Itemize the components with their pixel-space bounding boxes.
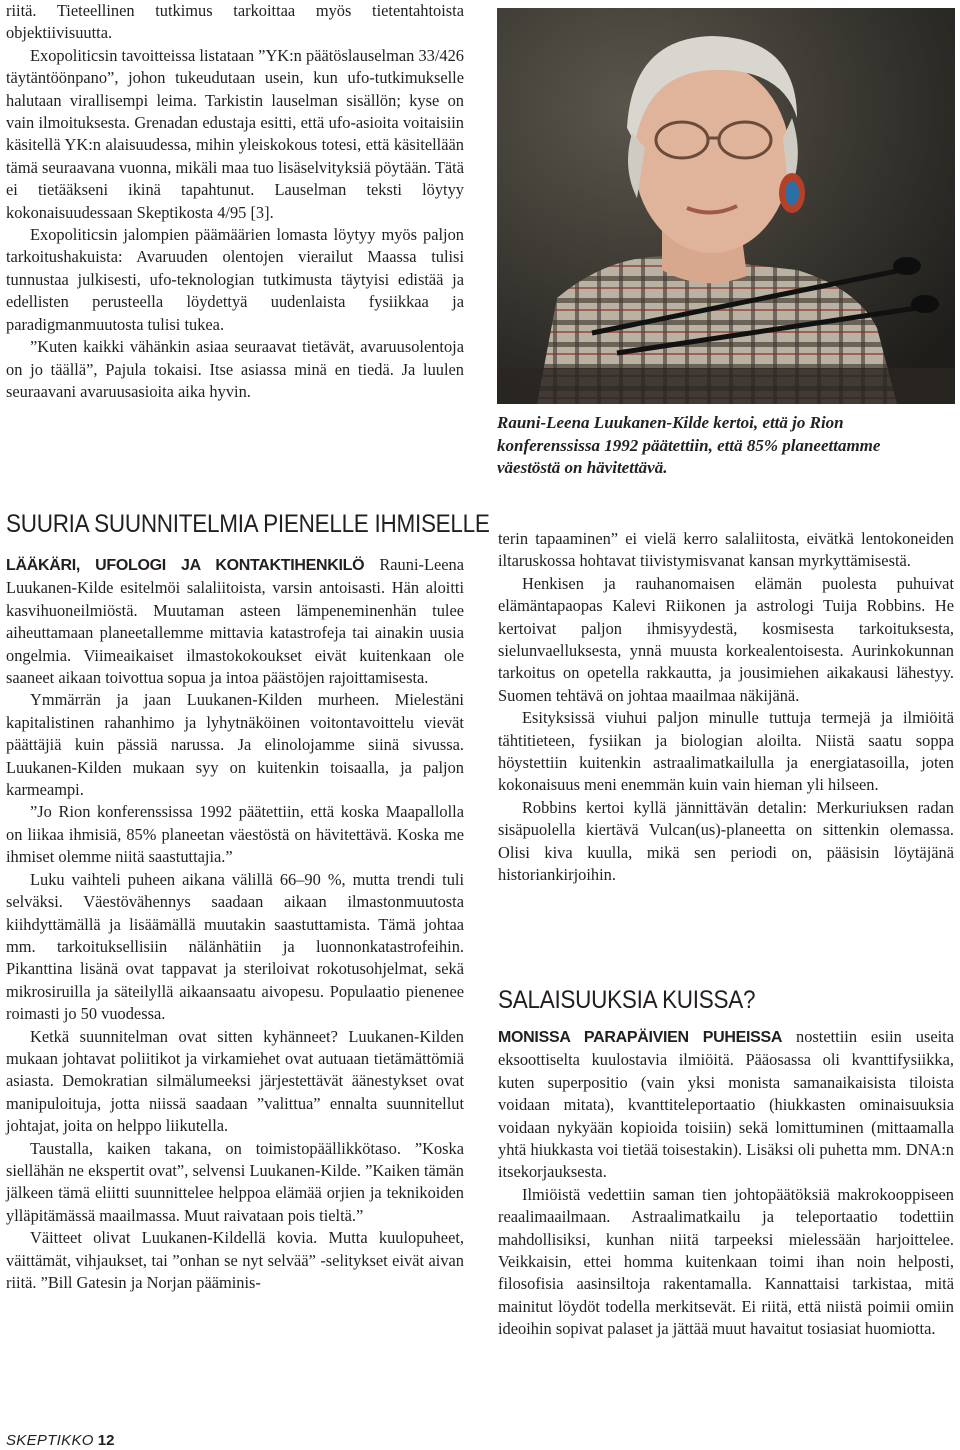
paragraph: Esityksissä viuhui paljon minulle tuttuja termejä ja ilmiöitä tähtitieteen, fysiikan ja biologian aloilta. Niistä saatu soppa höystettiin kuitenkin astraalimatkailulla ja energiatasoilla, joten kokonaisuus meni enemmän kuin vain hieman yli hilseen. — [498, 708, 954, 795]
paragraph: Exopoliticsin jalompien päämäärien lomasta löytyy myös paljon tarkoitushakuista: Avaruuden olentojen vierailut Maassa tulisi tunnustaa julkisesti, ufo-teknologian tutkimusta täytyisi edistää ja edellisten perusteella löydettyä uudenlaista fysiikkaa ja paradigmanmuutosta tulisi tukea. — [6, 225, 464, 334]
photo-caption: Rauni-Leena Luukanen-Kilde kertoi, että jo Rion konferenssissa 1992 päätettiin, että 85% planeettamme väestöstä on hävitettävä. — [497, 413, 881, 477]
paragraph: Ymmärrän ja jaan Luukanen-Kilden murheen. Mielestäni kapitalistinen rahanhimo ja lyhytnäköinen voitontavoittelu vievät päättäjiä kuin pässiä narussa. Ja elinolojamme siinä sivussa. Luukanen-Kilden mukaan syy on kuitenkin toisaalla, ja paljon karmeampi. — [6, 690, 464, 800]
article-column-bottom-right — [498, 528, 954, 887]
page-footer — [6, 1432, 114, 1449]
speaker-photo — [497, 8, 955, 404]
speaker-photo-illustration — [497, 8, 955, 404]
paragraph: Ilmiöistä vedettiin saman tien johtopäätöksiä makrokooppiseen reaalimaailmaan. Astraalimatkailu ja teleportaatio todettiin mahdollisiksi, kunhan niitä tarpeeksi mielessään harjoittelee. Veikkaisin, ettei homma kuitenkaan toimi ihan noin helposti, filosofisia aasinsiltoja rakentamalla. Kannattaisi tarkistaa, mitä mainitut löydöt todella merkitsevät. Ei riitä, että niistä poimii omiin ideoihin sopivat palaset ja jättää muut havaitut tosiasiat huomiotta. — [498, 1184, 954, 1339]
lead-caps: LÄÄKÄRI, UFOLOGI JA KONTAKTIHENKILÖ — [6, 557, 365, 574]
lead-text: nostettiin esiin useita eksoottiselta kuulostavia ilmiöitä. Pääosassa oli kvanttifysiikka, kuten superpositio (vain yksi monista samanaikaisista tiloista voidaan mitata), kvanttiteleportaatio (hiukkasten ominaisuuksia voidaan nykyään kopioida toisiin) sekä lomittuminen (mittaamalla yhtä hiukkasta voi tietää toisestakin). Lisäksi oli puhetta mm. DNA:n itsekorjauksesta. — [498, 1027, 954, 1182]
article-column-top-left — [6, 0, 464, 403]
lead-paragraph — [498, 1026, 954, 1184]
lead-caps: MONISSA PARAPÄIVIEN PUHEISSA — [498, 1029, 783, 1046]
paragraph: ”Jo Rion konferenssissa 1992 päätettiin, että koska Maapallolla on liikaa ihmisiä, 85% planeetan väestöstä on hävitettävä. Koska me ihmiset olemme niitä saastuttajia.” — [6, 802, 464, 867]
paragraph: Taustalla, kaiken takana, on toimistopäällikkötaso. ”Koska siellähän ne ekspertit ovat”, selvensi Luukanen-Kilde. ”Kaiken tämän jälkeen tämä eliitti suunnittelee helppoa elämää orjien ja teknikoiden ylläpitämässä maailmassa. Muut raivataan pois tieltä.” — [6, 1138, 464, 1225]
paragraph: Ketkä suunnitelman ovat sitten kyhänneet? Luukanen-Kilden mukaan johtavat poliitikot ja virkamiehet ovat autuaan tietämättömiä asiasta. Demokratian silmälumeeksi järjestettävät äänestykset ovat manipuloituja, jotta niissä saadaan ”valittua” ennalta suunnitellut johtajat, joita on helppo liikutella. — [6, 1026, 464, 1136]
lead-paragraph — [6, 554, 464, 689]
magazine-name: SKEPTIKKO — [6, 1432, 94, 1449]
paragraph: Luku vaihteli puheen aikana välillä 66–90 %, mutta trendi tuli selväksi. Väestövähennys saadaan aikaan ilmastonmuutosta kiihdyttämällä ja lisäämällä muutakin saastuttamista. Tämä johtaa mm. tarkoituksellisiin nälänhätiin ja luonnonkatastrofeihin. Pikanttina lisänä ovat tappavat ja steriloivat rokotusohjelmat, sekä mikrosiruilla ja säteilyllä aikaansaatu aivopesu. Populaatio pienenee roimasti jo 50 vuodessa. — [6, 869, 464, 1024]
section-heading: SUURIA SUUNNITELMIA PIENELLE IHMISELLE — [6, 510, 490, 538]
paragraph: Väitteet olivat Luukanen-Kildellä kovia. Mutta kuulopuheet, väittämät, vihjaukset, tai ”onhan se nyt selvää” -selitykset eivät aivan riitä. ”Bill Gatesin ja Norjan pääminis- — [6, 1228, 464, 1292]
paragraph: riitä. Tieteellinen tutkimus tarkoittaa myös tietentahtoista objektiivisuutta. — [6, 1, 464, 43]
section-heading: SALAISUUKSIA KUISSA? — [498, 986, 756, 1014]
lead-text: Rauni-Leena Luukanen-Kilde esitelmöi salaliitoista, varsin antoisasti. Hän aloitti kasvihuoneilmiöstä. Muutaman asteen lämpeneminenhän tulee aiheuttamaan planeetallemme mittavia katastrofeja tai ainakin uusia ongelmia. Viimeaikaiset ilmastokokoukset eivät kuitenkaan ole saaneet aikaan toivottua sopua ja intoa päästöjen rajoittamisesta. — [6, 555, 464, 688]
article-column-bottom-left — [6, 554, 464, 1294]
paragraph: ”Kuten kaikki vähänkin asiaa seuraavat tietävät, avaruusolentoja on jo täällä”, Pajula tokaisi. Itse asiassa minä en tiedä. Ja luulen seuraavani avaruusasioita aika hyvin. — [6, 337, 464, 401]
paragraph: Henkisen ja rauhanomaisen elämän puolesta puhuivat elämäntapaopas Kalevi Riikonen ja astrologi Tuija Robbins. He kertoivat paljon ihmisyydestä, kosmisesta tarkoituksesta, sielunvaelluksesta, ynnä muusta korkealentoisesta. Aurinkokunnan tarkoitus on opetella rakkautta, ja jousimiehen aikakausi lähestyy. Suomen tehtävä on johtaa maailmaa näkijänä. — [498, 573, 954, 705]
page-number: 12 — [97, 1432, 115, 1449]
paragraph: terin tapaaminen” ei vielä kerro salaliitosta, eivätkä lentokoneiden iltaruskossa hohtavat tiivistymisvanat kansan myrkyttämisestä. — [498, 529, 954, 571]
paragraph: Robbins kertoi kyllä jännittävän detalin: Merkuriuksen radan sisäpuolella kiertävä Vulcan(us)-planeetta on sittenkin olemassa. Olisi kiva kuulla, mikä sen periodi on, pääsisin löytäjänä historiankirjoihin. — [498, 797, 954, 885]
article-column-bottom-right-2 — [498, 1026, 954, 1341]
paragraph: Exopoliticsin tavoitteissa listataan ”YK:n päätöslauselman 33/426 täytäntöönpano”, johon tukeudutaan usein, kun ufo-tutkimukselle halutaan virallisempi leima. Tarkistin lauselman sisällön; kyse on vain ilmoituksesta. Grenadan edustaja esitti, että ufo-asioita voitaisiin käsitellä YK:n alaisuudessa, mihin yleiskokous totesi, että käsitellään tämä seuraavana vuonna, mikäli maa tuo lisäselvityksiä pöytään. Tätä ei tietääkseni ikinä tapahtunut. Lauselman teksti löytyy kokonaisuudessaan Skeptikosta 4/95 [3]. — [6, 45, 464, 222]
